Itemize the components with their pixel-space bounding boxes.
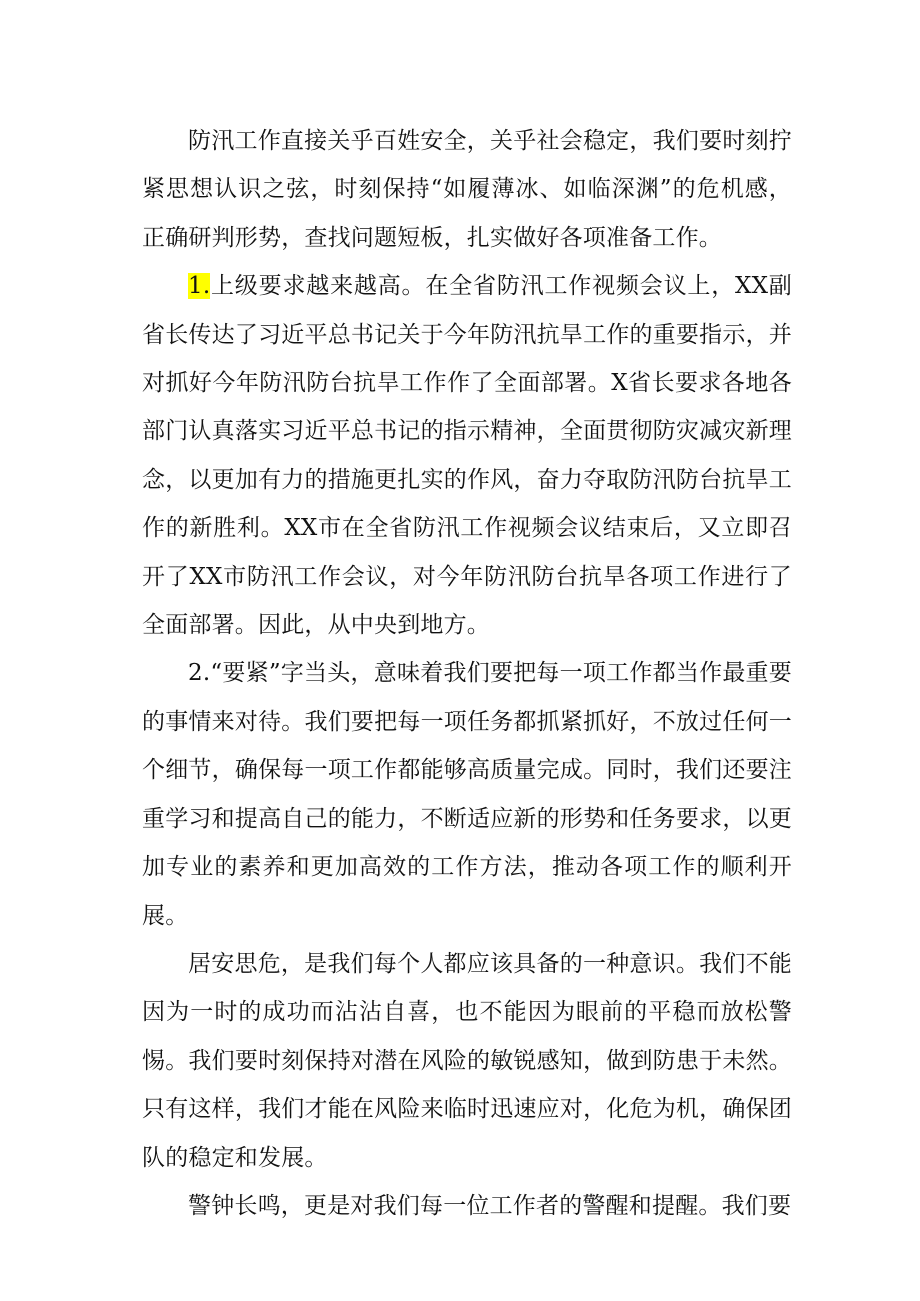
- paragraph-text: 居安思危，是我们每个人都应该具备的一种意识。我们不能因为一时的成功而沾沾自喜，也不能因为眼前的平稳而放松警惕。我们要时刻保持对潜在风险的敏锐感知，做到防患于未然。只有这样，我们才能在风险来临时迅速应对，化危为机，确保团队的稳定和发展。: [142, 950, 792, 1171]
- document-body: [142, 117, 792, 1230]
- paragraph-text: 防汛工作直接关乎百姓安全，关乎社会稳定，我们要时刻拧紧思想认识之弦，时刻保持“如履薄冰、如临深渊”的危机感，正确研判形势，查找问题短板，扎实做好各项准备工作。: [142, 128, 792, 251]
- highlighted-list-marker: 1.: [188, 273, 211, 300]
- paragraph-item-2: [142, 649, 792, 939]
- paragraph-text: 2.“要紧”字当头，意味着我们要把每一项工作都当作最重要的事情来对待。我们要把每一项任务都抓紧抓好，不放过任何一个细节，确保每一项工作都能够高质量完成。同时，我们还要注重学习和提高自己的能力，不断适应新的形势和任务要求，以更加专业的素养和更加高效的工作方法，推动各项工作的顺利开展。: [142, 660, 792, 929]
- paragraph-intro: [142, 117, 792, 262]
- paragraph-item-1: [142, 262, 792, 649]
- paragraph-vigilance: [142, 940, 792, 1182]
- paragraph-alarm-bell: [142, 1182, 792, 1230]
- paragraph-text: 上级要求越来越高。在全省防汛工作视频会议上，XX副省长传达了习近平总书记关于今年防汛抗旱工作的重要指示，并对抓好今年防汛防台抗旱工作作了全面部署。X省长要求各地各部门认真落实习近平总书记的指示精神，全面贯彻防灾减灾新理念，以更加有力的措施更扎实的作风，奋力夺取防汛防台抗旱工作的新胜利。XX市在全省防汛工作视频会议结束后，又立即召开了XX市防汛工作会议，对今年防汛防台抗旱各项工作进行了全面部署。因此，从中央到地方。: [142, 273, 792, 639]
- paragraph-text: 警钟长鸣，更是对我们每一位工作者的警醒和提醒。我们要: [188, 1192, 792, 1219]
